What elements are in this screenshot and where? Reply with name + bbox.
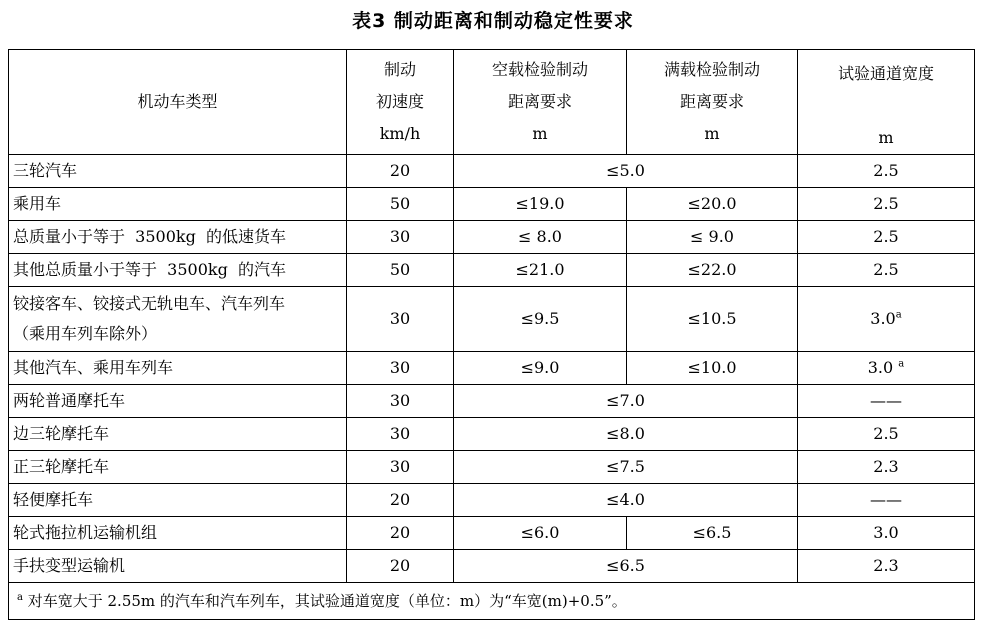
header-width-blank (802, 90, 970, 122)
braking-requirements-table (8, 49, 975, 620)
cell-distance-merged: ≤7.0 (454, 385, 798, 418)
lane-width-value: 3.0 (870, 309, 896, 329)
cell-vehicle-type: 两轮普通摩托车 (9, 385, 347, 418)
cell-vehicle-type (9, 287, 347, 352)
cell-distance-merged: ≤8.0 (454, 418, 798, 451)
cell-full-distance: ≤10.5 (627, 287, 798, 352)
footnote-text: 对车宽大于 2.55m 的汽车和汽车列车，其试验通道宽度（单位：m）为“车宽(m)+0.5”。 (22, 592, 627, 610)
cell-empty-distance: ≤9.0 (454, 352, 627, 385)
cell-full-distance: ≤10.0 (627, 352, 798, 385)
table-row (9, 451, 975, 484)
cell-empty-distance: ≤ 8.0 (454, 221, 627, 254)
header-empty-line1: 空载检验制动 (491, 60, 588, 79)
table-row (9, 188, 975, 221)
cell-full-distance: ≤22.0 (627, 254, 798, 287)
cell-lane-width: —— (798, 484, 975, 517)
cell-lane-width: 2.3 (798, 550, 975, 583)
footnote-ref: a (898, 359, 905, 371)
header-empty-distance (454, 50, 627, 155)
header-full-distance (627, 50, 798, 155)
table-row (9, 418, 975, 451)
header-initial-speed (347, 50, 454, 155)
table-row (9, 385, 975, 418)
cell-vehicle-type: 总质量小于等于 3500kg 的低速货车 (9, 221, 347, 254)
cell-lane-width (798, 352, 975, 385)
footnote-mark: a (17, 592, 23, 603)
cell-speed: 20 (347, 155, 454, 188)
cell-speed: 30 (347, 385, 454, 418)
cell-vehicle-type-line2: （乘用车列车除外） (13, 324, 158, 343)
cell-vehicle-type: 三轮汽车 (9, 155, 347, 188)
cell-full-distance: ≤6.5 (627, 517, 798, 550)
header-empty-unit: m (532, 124, 548, 143)
header-width-line1: 试验通道宽度 (837, 64, 934, 83)
cell-speed: 20 (347, 550, 454, 583)
cell-vehicle-type: 乘用车 (9, 188, 347, 221)
cell-speed: 30 (347, 221, 454, 254)
header-vehicle-type: 机动车类型 (9, 50, 347, 155)
table-row (9, 352, 975, 385)
cell-speed: 30 (347, 418, 454, 451)
cell-lane-width: 2.5 (798, 254, 975, 287)
header-row (9, 50, 975, 155)
cell-distance-merged: ≤7.5 (454, 451, 798, 484)
cell-empty-distance: ≤9.5 (454, 287, 627, 352)
cell-speed: 20 (347, 517, 454, 550)
header-full-line2: 距离要求 (679, 92, 744, 111)
cell-speed: 50 (347, 254, 454, 287)
header-test-lane-width (798, 50, 975, 155)
cell-distance-merged: ≤6.5 (454, 550, 798, 583)
cell-vehicle-type: 边三轮摩托车 (9, 418, 347, 451)
header-full-unit: m (704, 124, 720, 143)
cell-vehicle-type: 正三轮摩托车 (9, 451, 347, 484)
cell-lane-width: 2.3 (798, 451, 975, 484)
cell-lane-width (798, 287, 975, 352)
table-row (9, 550, 975, 583)
cell-lane-width: —— (798, 385, 975, 418)
table-row (9, 484, 975, 517)
cell-lane-width: 2.5 (798, 418, 975, 451)
header-empty-line2: 距离要求 (507, 92, 572, 111)
cell-speed: 50 (347, 188, 454, 221)
lane-width-value: 3.0 (867, 358, 894, 378)
cell-full-distance: ≤ 9.0 (627, 221, 798, 254)
table-row (9, 254, 975, 287)
cell-empty-distance: ≤19.0 (454, 188, 627, 221)
cell-full-distance: ≤20.0 (627, 188, 798, 221)
cell-lane-width: 3.0 (798, 517, 975, 550)
cell-speed: 30 (347, 451, 454, 484)
footnote-ref: a (895, 310, 902, 322)
header-speed-line2: 初速度 (375, 92, 424, 111)
cell-distance-merged: ≤5.0 (454, 155, 798, 188)
footnote (9, 583, 975, 620)
footnote-row (9, 583, 975, 620)
cell-lane-width: 2.5 (798, 155, 975, 188)
cell-vehicle-type: 其他总质量小于等于 3500kg 的汽车 (9, 254, 347, 287)
cell-empty-distance: ≤21.0 (454, 254, 627, 287)
header-speed-unit: km/h (379, 124, 421, 143)
cell-lane-width: 2.5 (798, 221, 975, 254)
cell-vehicle-type: 轻便摩托车 (9, 484, 347, 517)
cell-speed: 30 (347, 352, 454, 385)
table-row (9, 221, 975, 254)
cell-speed: 20 (347, 484, 454, 517)
header-full-line1: 满载检验制动 (663, 60, 760, 79)
cell-empty-distance: ≤6.0 (454, 517, 627, 550)
cell-lane-width: 2.5 (798, 188, 975, 221)
cell-distance-merged: ≤4.0 (454, 484, 798, 517)
table-row (9, 517, 975, 550)
header-width-unit: m (878, 128, 894, 147)
cell-vehicle-type: 轮式拖拉机运输机组 (9, 517, 347, 550)
table-title: 表3 制动距离和制动稳定性要求 (352, 10, 634, 32)
table-row (9, 155, 975, 188)
cell-vehicle-type: 其他汽车、乘用车列车 (9, 352, 347, 385)
table-row (9, 287, 975, 352)
header-speed-line1: 制动 (383, 60, 416, 79)
cell-vehicle-type: 手扶变型运输机 (9, 550, 347, 583)
cell-speed: 30 (347, 287, 454, 352)
cell-vehicle-type-line1: 铰接客车、铰接式无轨电车、汽车列车 (13, 294, 286, 313)
